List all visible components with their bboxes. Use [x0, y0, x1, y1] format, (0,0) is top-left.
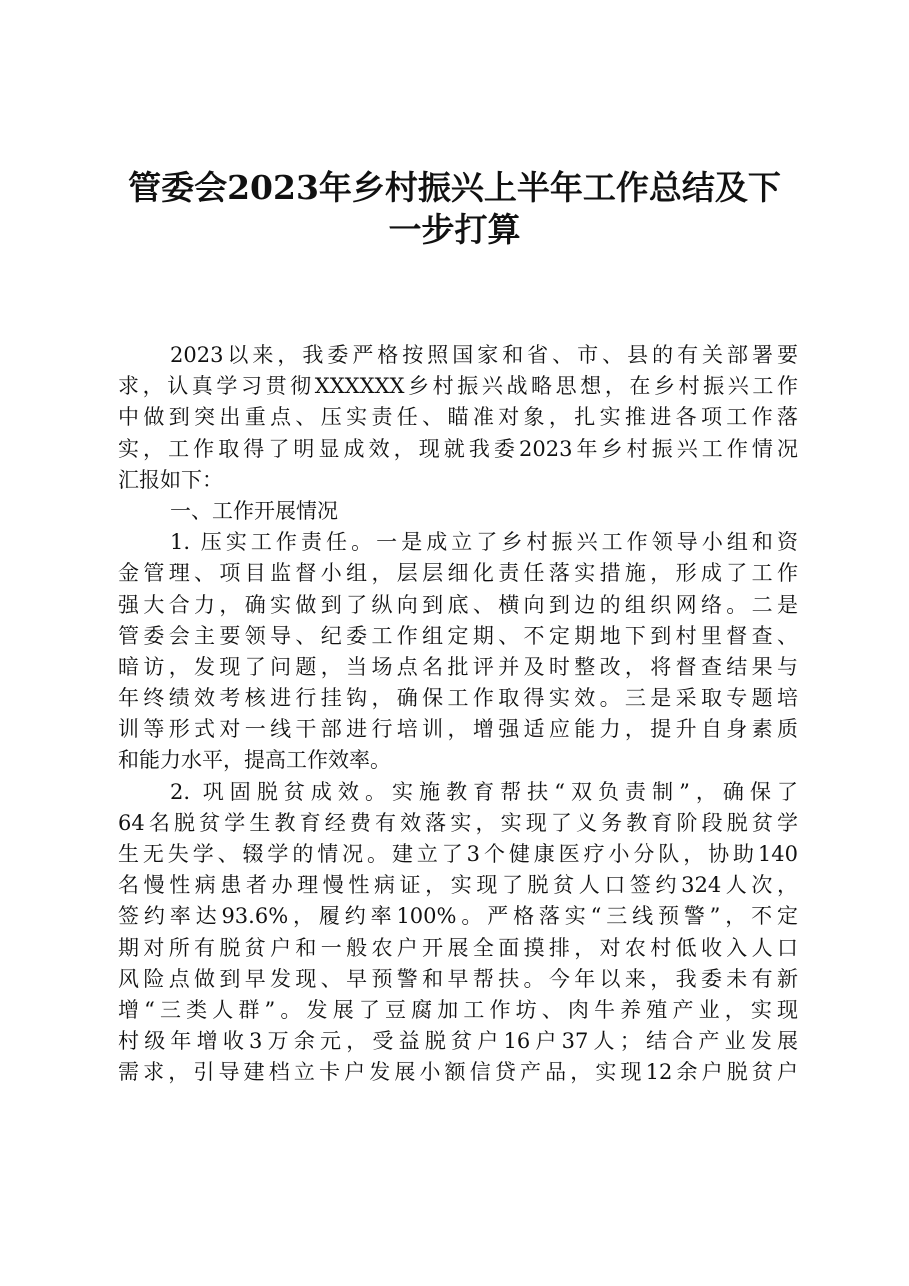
body-line: 求，认真学习贯彻XXXXXX乡村振兴战略思想，在乡村振兴工作 — [118, 374, 798, 399]
body-line: 和能力水平，提高工作效率。 — [118, 748, 391, 773]
body-line: 1. 压实工作责任。一是成立了乡村振兴工作领导小组和资 — [170, 530, 798, 555]
document-title-line-1: 管委会2023年乡村振兴上半年工作总结及下 — [128, 168, 781, 207]
body-line: 期对所有脱贫户和一般农户开展全面摸排，对农村低收入人口 — [118, 935, 798, 960]
body-line: 中做到突出重点、压实责任、瞄准对象，扎实推进各项工作落 — [118, 405, 798, 430]
body-line: 2023以来，我委严格按照国家和省、市、县的有关部署要 — [170, 343, 798, 367]
body-line: 暗访，发现了问题，当场点名批评并及时整改，将督查结果与 — [118, 654, 798, 679]
body-line: 风险点做到早发现、早预警和早帮扶。今年以来，我委未有新 — [118, 966, 798, 991]
body-line: 64名脱贫学生教育经费有效落实，实现了义务教育阶段脱贫学 — [118, 810, 798, 835]
body-line: 训等形式对一线干部进行培训，增强适应能力，提升自身素质 — [118, 717, 798, 742]
body-line: 年终绩效考核进行挂钩，确保工作取得实效。三是采取专题培 — [118, 686, 798, 711]
body-line: 增“三类人群”。发展了豆腐加工作坊、肉牛养殖产业，实现 — [118, 997, 798, 1022]
body-line: 管委会主要领导、纪委工作组定期、不定期地下到村里督查、 — [118, 623, 798, 648]
section-heading: 一、工作开展情况 — [170, 498, 338, 523]
body-line: 汇报如下： — [118, 467, 223, 492]
body-line: 村级年增收3万余元，受益脱贫户16户37人；结合产业发展 — [118, 1029, 798, 1054]
body-line: 强大合力，确实做到了纵向到底、横向到边的组织网络。二是 — [118, 592, 798, 617]
document-title-line-2: 一步打算 — [388, 210, 521, 249]
document-body — [118, 340, 798, 1089]
body-line: 需求，引导建档立卡户发展小额信贷产品，实现12余户脱贫户 — [118, 1060, 798, 1085]
body-line: 实，工作取得了明显成效，现就我委2023年乡村振兴工作情况 — [118, 436, 798, 461]
body-line: 2. 巩固脱贫成效。实施教育帮扶“双负责制”，确保了 — [170, 779, 798, 804]
body-line: 生无失学、辍学的情况。建立了3个健康医疗小分队，协助140 — [118, 842, 798, 866]
body-line: 名慢性病患者办理慢性病证，实现了脱贫人口签约324人次， — [118, 873, 798, 898]
body-line: 签约率达93.6%，履约率100%。严格落实“三线预警”，不定 — [118, 904, 798, 929]
body-line: 金管理、项目监督小组，层层细化责任落实措施，形成了工作 — [118, 561, 798, 586]
